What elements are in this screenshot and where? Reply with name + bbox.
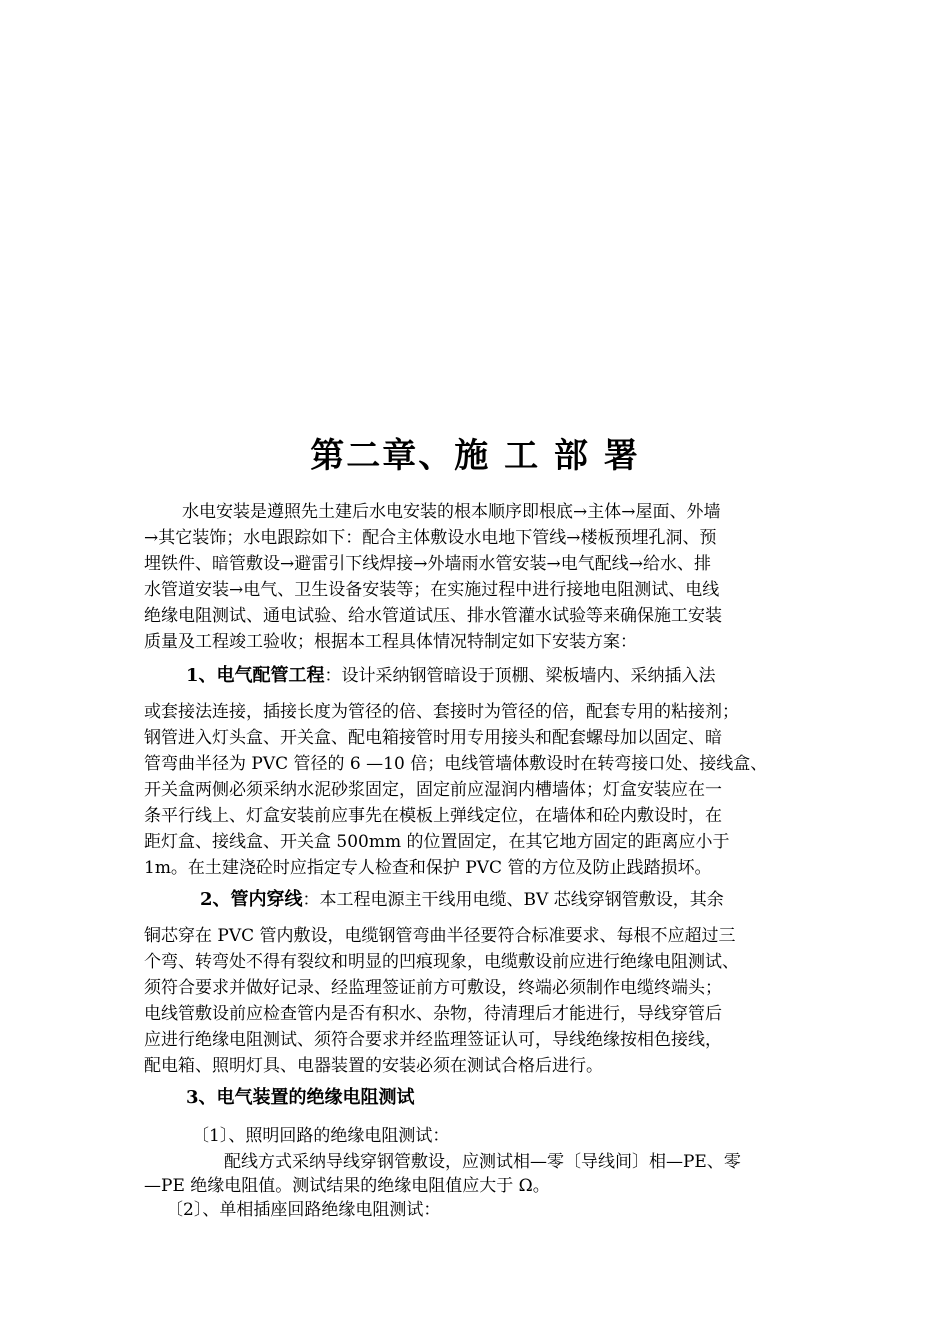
section3-sub2-title: 〔2〕、单相插座回路绝缘电阻测试： [166,1200,441,1220]
section2-first-line-text: ：本工程电源主干线用电缆、BV 芯线穿钢管敷设，其余 [302,890,724,910]
section1-first-line-text: ：设计采纳钢管暗设于顶棚、梁板墙内、采纳插入法 [324,666,716,686]
section2-line: 须符合要求并做好记录、经监理签证前方可敷设，终端必须制作电缆终端头； [144,978,722,998]
section1-line: 条平行线上、灯盒安装前应事先在模板上弹线定位，在墙体和砼内敷设时，在 [144,806,722,826]
intro-line: 埋铁件、暗管敷设→避雷引下线焊接→外墙雨水管安装→电气配线→给水、排 [144,554,711,574]
section3-sub1-title: 〔1〕、照明回路的绝缘电阻测试： [192,1126,450,1146]
section2-line: 应进行绝缘电阻测试、须符合要求并经监理签证认可，导线绝缘按相色接线， [144,1030,722,1050]
section3-sub1-line: 配线方式采纳导线穿钢管敷设，应测试相—零〔导线间〕相—PE、零 [224,1152,741,1172]
section1-line: 钢管进入灯头盒、开关盒、配电箱接管时用专用接头和配套螺母加以固定、暗 [144,728,722,748]
section2-line: 个弯、转弯处不得有裂纹和明显的凹痕现象，电缆敷设前应进行绝缘电阻测试、 [144,952,739,972]
section1-line: 开关盒两侧必须采纳水泥砂浆固定，固定前应湿润内槽墙体；灯盒安装应在一 [144,780,722,800]
chapter-title: 第二章、施 工 部 署 [310,436,640,476]
section2-line: 配电箱、照明灯具、电器装置的安装必须在测试合格后进行。 [144,1056,603,1076]
section2-heading: 2、管内穿线 [200,889,303,910]
section2-line: 铜芯穿在 PVC 管内敷设，电缆钢管弯曲半径要符合标准要求、每根不应超过三 [144,926,736,946]
section1-line: 距灯盒、接线盒、开关盒 500mm 的位置固定，在其它地方固定的距离应小于 [144,832,730,852]
section1-line: 1m。在土建浇砼时应指定专人检查和保护 PVC 管的方位及防止践踏损坏。 [144,858,712,878]
intro-line: 质量及工程竣工验收；根据本工程具体情况特制定如下安装方案： [144,632,637,652]
intro-line: 绝缘电阻测试、通电试验、给水管道试压、排水管灌水试验等来确保施工安装 [144,606,722,626]
section1-line: 或套接法连接，插接长度为管径的倍、套接时为管径的倍，配套专用的粘接剂； [144,702,739,722]
intro-line: →其它装饰；水电跟踪如下：配合主体敷设水电地下管线→楼板预埋孔洞、预 [144,528,717,548]
intro-line: 水电安装是遵照先土建后水电安装的根本顺序即根底→主体→屋面、外墙 [182,502,721,522]
section1-heading: 1、电气配管工程 [186,665,325,686]
section3-heading: 3、电气装置的绝缘电阻测试 [186,1087,415,1108]
section2-line: 电线管敷设前应检查管内是否有积水、杂物，待清理后才能进行，导线穿管后 [144,1004,722,1024]
section1-line: 管弯曲半径为 PVC 管径的 6 —10 倍；电线管墙体敷设时在转弯接口处、接线盒、 [144,754,768,774]
section3-sub1-line: —PE 绝缘电阻值。测试结果的绝缘电阻值应大于 Ω。 [144,1176,550,1196]
intro-line: 水管道安装→电气、卫生设备安装等；在实施过程中进行接地电阻测试、电线 [144,580,720,600]
section2-first-line [200,888,724,912]
section1-first-line [186,664,716,688]
